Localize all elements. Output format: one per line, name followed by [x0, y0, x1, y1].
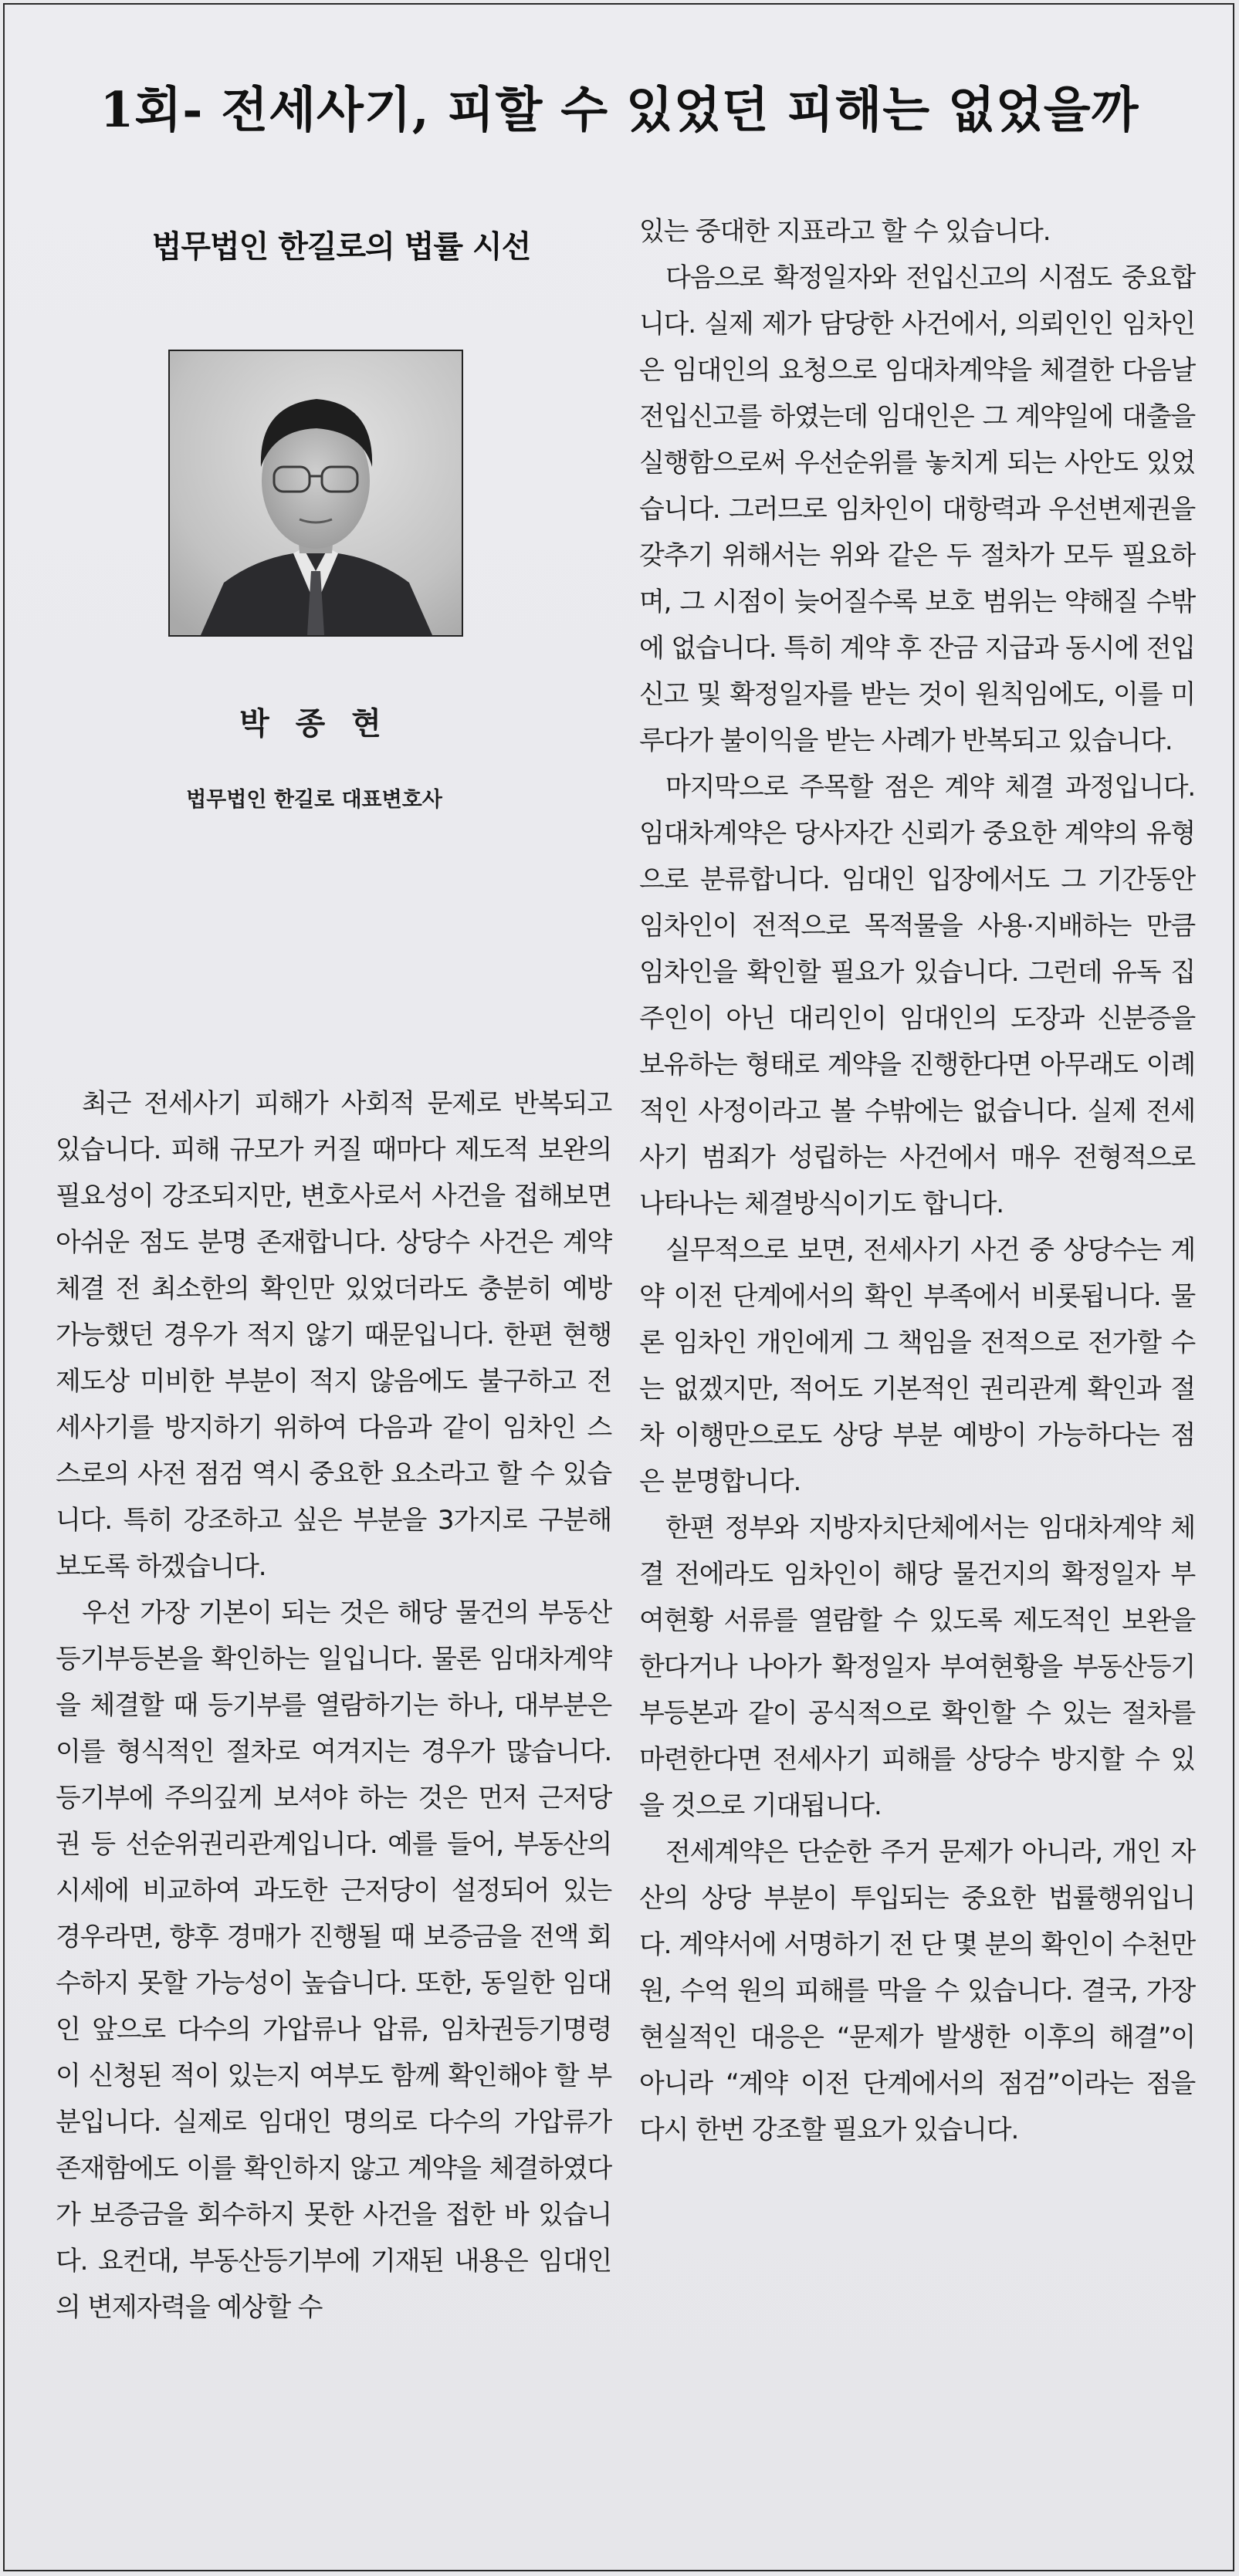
paragraph: 최근 전세사기 피해가 사회적 문제로 반복되고 있습니다. 피해 규모가 커질 때마다 제도적 보완의 필요성이 강조되지만, 변호사로서 사건을 접해보면 아쉬운 점도 분명 존재합니다. 상당수 사건은 계약 체결 전 최소한의 확인만 있었더라도 충분히 예방 가능했던 경우가 적지 않기 때문입니다. 한편 현행 제도상 미비한 부분이 적지 않음에도 불구하고 전세사기를 방지하기 위하여 다음과 같이 임차인 스스로의 사전 점검 역시 중요한 요소라고 할 수 있습니다. 특히 강조하고 싶은 부분을 3가지로 구분해보도록 하겠습니다. [56, 1088, 611, 1582]
paragraph: 실무적으로 보면, 전세사기 사건 중 상당수는 계약 이전 단계에서의 확인 부족에서 비롯됩니다. 물론 임차인 개인에게 그 책임을 전적으로 전가할 수는 없겠지만, 적어도 기본적인 권리관계 확인과 절차 이행만으로도 상당 부분 예방이 가능하다는 점은 분명합니다. [639, 1235, 1195, 1497]
left-body-text [56, 1080, 611, 2331]
paragraph: 다음으로 확정일자와 전입신고의 시점도 중요합니다. 실제 제가 담당한 사건에서, 의뢰인인 임차인은 임대인의 요청으로 임대차계약을 체결한 다음날 전입신고를 하였는데 임대인은 그 계약일에 대출을 실행함으로써 우선순위를 놓치게 되는 사안도 있었습니다. 그러므로 임차인이 대항력과 우선변제권을 갖추기 위해서는 위와 같은 두 절차가 모두 필요하며, 그 시점이 늦어질수록 보호 범위는 약해질 수밖에 없습니다. 특히 계약 후 잔금 지급과 동시에 전입신고 및 확정일자를 받는 것이 원칙임에도, 이를 미루다가 불이익을 받는 사례가 반복되고 있습니다. [639, 262, 1195, 756]
author-name: 박 종 현 [239, 705, 389, 742]
paragraph: 한편 정부와 지방자치단체에서는 임대차계약 체결 전에라도 임차인이 해당 물건지의 확정일자 부여현황 서류를 열람할 수 있도록 제도적인 보완을 한다거나 나아가 확정일자 부여현황을 부동산등기부등본과 같이 공식적으로 확인할 수 있는 절차를 마련한다면 전세사기 피해를 상당수 방지할 수 있을 것으로 기대됩니다. [639, 1513, 1195, 1821]
paragraph: 마지막으로 주목할 점은 계약 체결 과정입니다. 임대차계약은 당사자간 신뢰가 중요한 계약의 유형으로 분류합니다. 임대인 입장에서도 그 기간동안 임차인이 전적으로 목적물을 사용·지배하는 만큼 임차인을 확인할 필요가 있습니다. 그런데 유독 집주인이 아닌 대리인이 임대인의 도장과 신분증을 보유하는 형태로 계약을 진행한다면 아무래도 이례적인 사정이라고 볼 수밖에는 없습니다. 실제 전세사기 범죄가 성립하는 사건에서 매우 전형적으로 나타나는 체결방식이기도 합니다. [639, 772, 1195, 1219]
author-portrait-image [170, 351, 462, 635]
column-title: 법무법인 한길로의 법률 시선 [151, 229, 531, 265]
left-column [56, 208, 627, 2323]
right-column [639, 208, 1195, 2153]
paragraph: 전세계약은 단순한 주거 문제가 아니라, 개인 자산의 상당 부분이 투입되는 중요한 법률행위입니다. 계약서에 서명하기 전 단 몇 분의 확인이 수천만 원, 수억 원의 피해를 막을 수 있습니다. 결국, 가장 현실적인 대응은 “문제가 발생한 이후의 해결”이 아니라 “계약 이전 단계에서의 점검”이라는 점을 다시 한번 강조할 필요가 있습니다. [639, 1837, 1195, 2145]
paragraph-continuation: 있는 중대한 지표라고 할 수 있습니다. [639, 216, 1051, 247]
author-photo [168, 350, 463, 637]
author-title: 법무법인 한길로 대표변호사 [186, 788, 442, 812]
paragraph: 우선 가장 기본이 되는 것은 해당 물건의 부동산등기부등본을 확인하는 일입니다. 물론 임대차계약을 체결할 때 등기부를 열람하기는 하나, 대부분은 이를 형식적인 절차로 여겨지는 경우가 많습니다. 등기부에 주의깊게 보셔야 하는 것은 먼저 근저당권 등 선순위권리관계입니다. 예를 들어, 부동산의 시세에 비교하여 과도한 근저당이 설정되어 있는 경우라면, 향후 경매가 진행될 때 보증금을 전액 회수하지 못할 가능성이 높습니다. 또한, 동일한 임대인 앞으로 다수의 가압류나 압류, 임차권등기명령이 신청된 적이 있는지 여부도 함께 확인해야 할 부분입니다. 실제로 임대인 명의로 다수의 가압류가 존재함에도 이를 확인하지 않고 계약을 체결하였다가 보증금을 회수하지 못한 사건을 접한 바 있습니다. 요컨대, 부동산등기부에 기재된 내용은 임대인의 변제자력을 예상할 수 [56, 1597, 611, 2323]
article-headline: 1회- 전세사기, 피할 수 있었던 피해는 없었을까 [100, 81, 1139, 138]
